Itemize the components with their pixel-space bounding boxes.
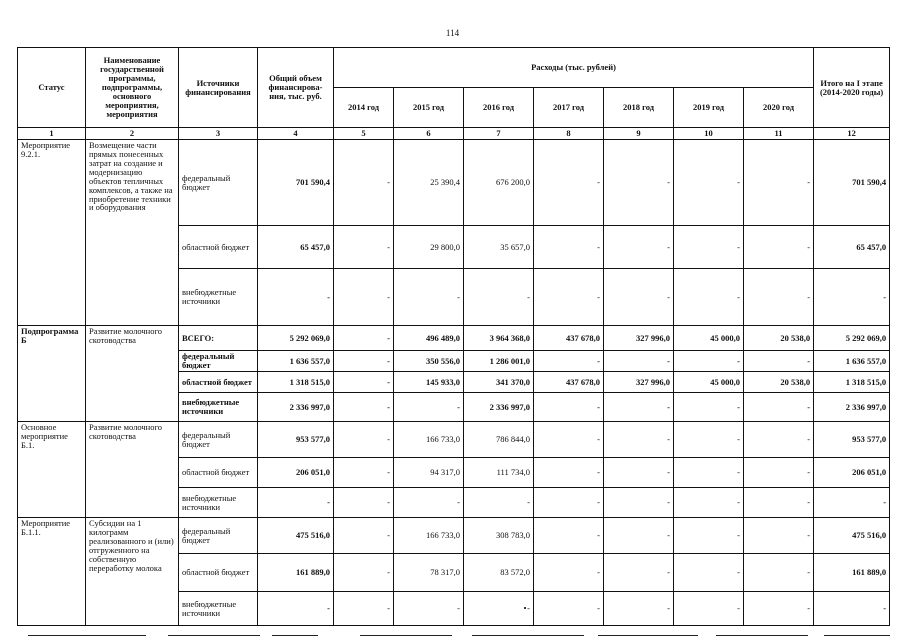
row-source: внебюджетные источники (179, 592, 258, 626)
row-value: 676 200,0 (464, 140, 534, 226)
row-value: 5 292 069,0 (258, 326, 334, 351)
row-value: 45 000,0 (674, 372, 744, 393)
row-value: 437 678,0 (534, 326, 604, 351)
row-value: 1 636 557,0 (814, 351, 890, 372)
row-value: 2 336 997,0 (464, 393, 534, 422)
row-value: - (334, 488, 394, 518)
row-value: - (814, 488, 890, 518)
row-value: 20 538,0 (744, 326, 814, 351)
row-value: 341 370,0 (464, 372, 534, 393)
row-value: 3 964 368,0 (464, 326, 534, 351)
row-value: 65 457,0 (258, 226, 334, 269)
column-number: 5 (334, 128, 394, 140)
row-value: - (744, 488, 814, 518)
row-source: внебюджетные источники (179, 393, 258, 422)
row-value: - (674, 422, 744, 458)
header-year: 2017 год (534, 88, 604, 128)
bottom-edge-lines (0, 632, 905, 640)
row-status: Мероприятие 9.2.1. (18, 140, 86, 326)
table-row (18, 422, 890, 458)
row-value: 953 577,0 (814, 422, 890, 458)
budget-table (17, 47, 890, 626)
row-value: 111 734,0 (464, 458, 534, 488)
row-value: 475 516,0 (814, 518, 890, 554)
column-number: 10 (674, 128, 744, 140)
row-value: - (744, 393, 814, 422)
row-source: ВСЕГО: (179, 326, 258, 351)
row-value: 327 996,0 (604, 372, 674, 393)
column-number: 12 (814, 128, 890, 140)
column-number: 7 (464, 128, 534, 140)
row-value: - (334, 554, 394, 592)
row-value: - (534, 226, 604, 269)
row-value: - (334, 393, 394, 422)
row-value: - (464, 592, 534, 626)
row-name: Возмещение части прямых понесенных затрат на создание и модернизацию объектов тепличных комплексов, а также на приобретение техники и оборудования (86, 140, 179, 326)
row-value: - (604, 518, 674, 554)
row-source: федеральный бюджет (179, 518, 258, 554)
row-value: - (744, 554, 814, 592)
row-value: - (394, 488, 464, 518)
column-number: 2 (86, 128, 179, 140)
row-value: - (534, 351, 604, 372)
row-value: - (394, 393, 464, 422)
row-source: внебюджетные источники (179, 488, 258, 518)
row-value: 35 657,0 (464, 226, 534, 269)
row-value: - (744, 351, 814, 372)
row-value: - (744, 269, 814, 326)
column-number: 9 (604, 128, 674, 140)
row-value: - (534, 140, 604, 226)
row-value: 206 051,0 (814, 458, 890, 488)
row-value: - (604, 592, 674, 626)
row-name: Развитие молочного скотоводства (86, 326, 179, 422)
page-number: 114 (445, 28, 460, 38)
row-value: 1 318 515,0 (258, 372, 334, 393)
row-value: - (534, 458, 604, 488)
scan-speck (524, 607, 526, 609)
row-source: областной бюджет (179, 458, 258, 488)
row-value: - (814, 592, 890, 626)
row-value: 206 051,0 (258, 458, 334, 488)
row-value: 1 636 557,0 (258, 351, 334, 372)
row-value: 437 678,0 (534, 372, 604, 393)
row-value: 29 800,0 (394, 226, 464, 269)
row-status: Мероприятие Б.1.1. (18, 518, 86, 626)
row-value: 166 733,0 (394, 422, 464, 458)
row-value: - (464, 269, 534, 326)
row-value: - (604, 554, 674, 592)
row-value: 166 733,0 (394, 518, 464, 554)
row-value: - (334, 140, 394, 226)
header-year: 2016 год (464, 88, 534, 128)
column-number: 4 (258, 128, 334, 140)
row-value: 1 318 515,0 (814, 372, 890, 393)
column-number: 1 (18, 128, 86, 140)
row-status: Подпрограмма Б (18, 326, 86, 422)
header-year: 2014 год (334, 88, 394, 128)
row-value: - (604, 422, 674, 458)
header-year: 2019 год (674, 88, 744, 128)
row-value: - (674, 488, 744, 518)
row-value: 2 336 997,0 (814, 393, 890, 422)
row-value: - (604, 140, 674, 226)
row-name: Развитие молочного скотоводства (86, 422, 179, 518)
row-value: 78 317,0 (394, 554, 464, 592)
row-value: 496 489,0 (394, 326, 464, 351)
row-value: 161 889,0 (814, 554, 890, 592)
row-value: - (604, 226, 674, 269)
row-value: - (334, 269, 394, 326)
row-value: - (604, 458, 674, 488)
row-value: 83 572,0 (464, 554, 534, 592)
row-source: федеральный бюджет (179, 422, 258, 458)
header-year: 2015 год (394, 88, 464, 128)
row-value: - (534, 554, 604, 592)
row-value: - (534, 269, 604, 326)
row-source: федеральный бюджет (179, 140, 258, 226)
row-value: - (744, 458, 814, 488)
row-value: - (334, 351, 394, 372)
column-number: 11 (744, 128, 814, 140)
row-value: 65 457,0 (814, 226, 890, 269)
table-row (18, 518, 890, 554)
row-source: областной бюджет (179, 554, 258, 592)
row-value: - (534, 393, 604, 422)
column-number: 3 (179, 128, 258, 140)
header-sources: Источники финансирования (179, 48, 258, 128)
row-value: - (604, 351, 674, 372)
row-value: - (334, 372, 394, 393)
row-value: - (258, 488, 334, 518)
row-status: Основное мероприятие Б.1. (18, 422, 86, 518)
row-value: - (334, 226, 394, 269)
row-value: - (604, 488, 674, 518)
row-value: 786 844,0 (464, 422, 534, 458)
row-value: 701 590,4 (258, 140, 334, 226)
row-value: 2 336 997,0 (258, 393, 334, 422)
row-value: 475 516,0 (258, 518, 334, 554)
row-value: 1 286 001,0 (464, 351, 534, 372)
row-value: - (674, 140, 744, 226)
row-value: - (674, 518, 744, 554)
row-value: 701 590,4 (814, 140, 890, 226)
row-value: 20 538,0 (744, 372, 814, 393)
row-value: 161 889,0 (258, 554, 334, 592)
row-value: 953 577,0 (258, 422, 334, 458)
row-source: внебюджетные источники (179, 269, 258, 326)
row-value: - (674, 592, 744, 626)
row-value: - (394, 592, 464, 626)
header-year: 2020 год (744, 88, 814, 128)
header-year: 2018 год (604, 88, 674, 128)
row-value: - (334, 326, 394, 351)
row-value: - (744, 422, 814, 458)
row-value: - (744, 226, 814, 269)
row-value: - (394, 269, 464, 326)
table-row (18, 140, 890, 226)
row-value: 5 292 069,0 (814, 326, 890, 351)
row-value: - (464, 488, 534, 518)
header-itogo: Итого на I этапе (2014-2020 годы) (814, 48, 890, 128)
row-value: - (744, 592, 814, 626)
row-value: - (534, 518, 604, 554)
row-value: - (534, 488, 604, 518)
column-number: 8 (534, 128, 604, 140)
row-name: Субсидии на 1 килограмм реализованного и (или) отгруженного на собственную переработку молока (86, 518, 179, 626)
table-row (18, 326, 890, 351)
row-value: - (334, 422, 394, 458)
row-value: - (258, 592, 334, 626)
row-value: - (534, 422, 604, 458)
row-value: - (674, 226, 744, 269)
row-source: областной бюджет (179, 226, 258, 269)
row-value: - (334, 458, 394, 488)
row-value: - (674, 458, 744, 488)
row-value: - (674, 554, 744, 592)
row-value: - (334, 518, 394, 554)
row-value: - (534, 592, 604, 626)
row-value: 308 783,0 (464, 518, 534, 554)
row-value: 25 390,4 (394, 140, 464, 226)
row-source: областной бюджет (179, 372, 258, 393)
row-value: - (604, 269, 674, 326)
row-value: - (604, 393, 674, 422)
row-value: - (674, 351, 744, 372)
row-value: - (334, 592, 394, 626)
row-value: 350 556,0 (394, 351, 464, 372)
row-value: - (814, 269, 890, 326)
column-number: 6 (394, 128, 464, 140)
header-expenses: Расходы (тыс. рублей) (334, 48, 814, 88)
row-value: 94 317,0 (394, 458, 464, 488)
header-name: Наименование государственной программы, подпрограммы, основного мероприятия, мероприятия (86, 48, 179, 128)
row-value: 327 996,0 (604, 326, 674, 351)
header-total-volume: Общий объем финансирова-ния, тыс. руб. (258, 48, 334, 128)
row-value: - (674, 393, 744, 422)
row-value: - (258, 269, 334, 326)
row-value: - (744, 518, 814, 554)
row-value: 145 933,0 (394, 372, 464, 393)
row-value: - (744, 140, 814, 226)
row-value: - (674, 269, 744, 326)
header-status: Статус (18, 48, 86, 128)
row-value: 45 000,0 (674, 326, 744, 351)
row-source: федеральный бюджет (179, 351, 258, 372)
